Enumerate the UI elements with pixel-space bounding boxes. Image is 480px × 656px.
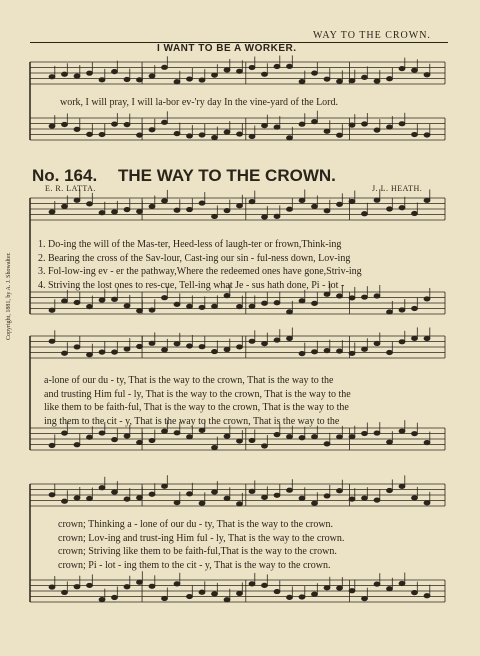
note-head bbox=[337, 349, 343, 353]
note-head bbox=[62, 431, 68, 435]
note-head bbox=[349, 123, 355, 127]
note-head bbox=[212, 135, 218, 139]
note-head bbox=[324, 494, 330, 498]
note-head bbox=[99, 132, 105, 136]
note-head bbox=[87, 132, 93, 136]
note-head bbox=[262, 495, 268, 499]
note-head bbox=[299, 122, 305, 126]
note-head bbox=[374, 128, 380, 132]
note-head bbox=[299, 351, 305, 355]
note-head bbox=[224, 598, 230, 602]
note-head bbox=[312, 204, 318, 208]
note-head bbox=[124, 347, 130, 351]
note-head bbox=[362, 212, 368, 216]
note-head bbox=[212, 490, 218, 494]
note-head bbox=[112, 350, 118, 354]
note-head bbox=[212, 445, 218, 449]
note-head bbox=[399, 484, 405, 488]
note-head bbox=[74, 345, 80, 349]
verse-line: crown; Lov-ing and trust-ing Him ful - ly, That is the way to the crown. bbox=[58, 532, 345, 544]
note-head bbox=[274, 338, 280, 342]
staff-treble-prev bbox=[30, 55, 445, 84]
note-head bbox=[74, 584, 80, 588]
note-head bbox=[274, 64, 280, 68]
note-head bbox=[274, 432, 280, 436]
note-head bbox=[399, 66, 405, 70]
note-head bbox=[199, 78, 205, 82]
note-head bbox=[187, 304, 193, 308]
note-head bbox=[337, 202, 343, 206]
note-head bbox=[237, 591, 243, 595]
note-head bbox=[49, 75, 55, 79]
note-head bbox=[124, 585, 130, 589]
note-head bbox=[274, 214, 280, 218]
note-head bbox=[412, 431, 418, 435]
note-head bbox=[262, 341, 268, 345]
verses-system-3 bbox=[58, 518, 344, 572]
note-head bbox=[49, 124, 55, 128]
note-head bbox=[312, 119, 318, 123]
note-head bbox=[162, 199, 168, 203]
verse-line: and trusting Him ful - ly, That is the way to the crown, That is the way to the bbox=[44, 388, 351, 400]
note-head bbox=[387, 350, 393, 354]
note-head bbox=[274, 125, 280, 129]
note-head bbox=[249, 582, 255, 586]
note-head bbox=[399, 308, 405, 312]
prev-hymn-lyric: work, I will pray, I will la-bor ev-'ry day In the vine-yard of the Lord. bbox=[60, 97, 339, 108]
note-head bbox=[349, 497, 355, 501]
note-head bbox=[137, 580, 143, 584]
note-head bbox=[399, 581, 405, 585]
note-head bbox=[274, 301, 280, 305]
prev-hymn-title: I WANT TO BE A WORKER. bbox=[157, 43, 297, 54]
note-head bbox=[87, 435, 93, 439]
note-head bbox=[149, 74, 155, 78]
note-head bbox=[424, 440, 430, 444]
note-head bbox=[112, 437, 118, 441]
note-head bbox=[149, 341, 155, 345]
note-head bbox=[337, 294, 343, 298]
note-head bbox=[312, 301, 318, 305]
note-head bbox=[149, 584, 155, 588]
note-head bbox=[362, 496, 368, 500]
note-head bbox=[412, 211, 418, 215]
note-head bbox=[137, 78, 143, 82]
note-head bbox=[249, 304, 255, 308]
note-head bbox=[412, 132, 418, 136]
note-head bbox=[87, 202, 93, 206]
note-head bbox=[399, 340, 405, 344]
staff-bass-3 bbox=[30, 571, 445, 602]
note-head bbox=[424, 133, 430, 137]
note-head bbox=[224, 496, 230, 500]
note-head bbox=[287, 595, 293, 599]
note-head bbox=[199, 201, 205, 205]
note-head bbox=[424, 336, 430, 340]
note-head bbox=[224, 434, 230, 438]
note-head bbox=[224, 68, 230, 72]
note-head bbox=[362, 75, 368, 79]
note-head bbox=[62, 72, 68, 76]
note-head bbox=[312, 592, 318, 596]
note-head bbox=[412, 496, 418, 500]
note-head bbox=[137, 344, 143, 348]
verse-line: a-lone of our du - ty, That is the way to the crown, That is the way to the bbox=[44, 375, 334, 386]
note-head bbox=[124, 304, 130, 308]
lyricist: E. R. LATTA. bbox=[45, 184, 96, 193]
note-head bbox=[249, 489, 255, 493]
note-head bbox=[387, 310, 393, 314]
note-head bbox=[287, 207, 293, 211]
verse-line: 1. Do-ing the will of the Mas-ter, Heed-less of laugh-ter or frown,Think-ing bbox=[38, 239, 342, 250]
note-head bbox=[149, 438, 155, 442]
note-head bbox=[112, 69, 118, 73]
hymn-number: No. 164. bbox=[32, 166, 98, 185]
note-head bbox=[324, 292, 330, 296]
note-head bbox=[349, 589, 355, 593]
note-head bbox=[162, 484, 168, 488]
note-head bbox=[49, 308, 55, 312]
note-head bbox=[362, 431, 368, 435]
note-head bbox=[412, 336, 418, 340]
note-head bbox=[149, 204, 155, 208]
note-head bbox=[62, 590, 68, 594]
note-head bbox=[337, 435, 343, 439]
note-head bbox=[237, 69, 243, 73]
note-head bbox=[174, 302, 180, 306]
note-head bbox=[287, 488, 293, 492]
note-head bbox=[137, 496, 143, 500]
note-head bbox=[387, 77, 393, 81]
note-head bbox=[249, 199, 255, 203]
note-head bbox=[324, 586, 330, 590]
note-head bbox=[149, 492, 155, 496]
note-head bbox=[374, 198, 380, 202]
note-head bbox=[162, 596, 168, 600]
note-head bbox=[49, 210, 55, 214]
note-head bbox=[199, 428, 205, 432]
verse-line: crown; Pi - lot - ing them to the cit - y, That is the way to the crown. bbox=[58, 559, 331, 571]
note-head bbox=[424, 198, 430, 202]
note-head bbox=[399, 206, 405, 210]
note-head bbox=[199, 305, 205, 309]
note-head bbox=[87, 496, 93, 500]
note-head bbox=[424, 73, 430, 77]
note-head bbox=[424, 594, 430, 598]
note-head bbox=[287, 336, 293, 340]
note-head bbox=[324, 129, 330, 133]
note-head bbox=[299, 436, 305, 440]
note-head bbox=[362, 596, 368, 600]
note-head bbox=[274, 589, 280, 593]
note-head bbox=[374, 582, 380, 586]
note-head bbox=[174, 342, 180, 346]
note-head bbox=[149, 308, 155, 312]
verse-line: like them to be faith-ful, That is the way to the crown, That is the way to the bbox=[44, 402, 349, 413]
note-head bbox=[374, 79, 380, 83]
note-head bbox=[249, 438, 255, 442]
note-head bbox=[287, 434, 293, 438]
note-head bbox=[137, 133, 143, 137]
note-head bbox=[424, 297, 430, 301]
note-head bbox=[324, 348, 330, 352]
verse-line: crown; Striving like them to be faith-ful,That is the way to the crown. bbox=[58, 546, 337, 557]
note-head bbox=[349, 435, 355, 439]
note-head bbox=[362, 295, 368, 299]
note-head bbox=[274, 493, 280, 497]
note-head bbox=[374, 294, 380, 298]
note-head bbox=[124, 497, 130, 501]
note-head bbox=[199, 133, 205, 137]
verse-line: ing them to the cit - y, That is the way to the crown, That is the way to the bbox=[44, 415, 340, 427]
note-head bbox=[124, 122, 130, 126]
note-head bbox=[287, 136, 293, 140]
note-head bbox=[87, 583, 93, 587]
note-head bbox=[249, 134, 255, 138]
note-head bbox=[174, 582, 180, 586]
note-head bbox=[174, 80, 180, 84]
verses-system-1 bbox=[38, 238, 362, 292]
note-head bbox=[87, 353, 93, 357]
note-head bbox=[62, 299, 68, 303]
verse-line: crown; Thinking a - lone of our du - ty, That is the way to the crown. bbox=[58, 519, 334, 530]
note-head bbox=[74, 443, 80, 447]
note-head bbox=[362, 347, 368, 351]
staff-treble-3 bbox=[30, 475, 445, 506]
note-head bbox=[99, 350, 105, 354]
note-head bbox=[412, 68, 418, 72]
note-head bbox=[374, 341, 380, 345]
note-head bbox=[387, 440, 393, 444]
note-head bbox=[312, 434, 318, 438]
note-head bbox=[187, 134, 193, 138]
note-head bbox=[262, 301, 268, 305]
note-head bbox=[112, 297, 118, 301]
note-head bbox=[212, 349, 218, 353]
note-head bbox=[99, 211, 105, 215]
note-head bbox=[124, 207, 130, 211]
verse-line: 4. Striving the lost ones to res-cue, Tell-ing what Je - sus hath done, Pi - lot - bbox=[38, 279, 345, 291]
note-head bbox=[324, 209, 330, 213]
note-head bbox=[299, 198, 305, 202]
note-head bbox=[74, 127, 80, 131]
note-head bbox=[74, 300, 80, 304]
note-head bbox=[99, 78, 105, 82]
note-head bbox=[399, 429, 405, 433]
note-head bbox=[124, 77, 130, 81]
note-head bbox=[312, 350, 318, 354]
note-head bbox=[112, 490, 118, 494]
note-head bbox=[349, 296, 355, 300]
note-head bbox=[212, 214, 218, 218]
note-head bbox=[299, 595, 305, 599]
note-head bbox=[62, 122, 68, 126]
note-head bbox=[212, 73, 218, 77]
note-head bbox=[199, 344, 205, 348]
note-head bbox=[237, 204, 243, 208]
note-head bbox=[349, 351, 355, 355]
note-head bbox=[262, 583, 268, 587]
note-head bbox=[262, 123, 268, 127]
note-head bbox=[424, 501, 430, 505]
note-head bbox=[387, 207, 393, 211]
note-head bbox=[299, 79, 305, 83]
note-head bbox=[87, 304, 93, 308]
note-head bbox=[412, 590, 418, 594]
note-head bbox=[174, 131, 180, 135]
note-head bbox=[362, 122, 368, 126]
note-head bbox=[299, 299, 305, 303]
note-head bbox=[174, 431, 180, 435]
note-head bbox=[287, 64, 293, 68]
copyright-notice: Copyright, 1881, by A. J. Showalter. bbox=[6, 252, 12, 340]
note-head bbox=[262, 444, 268, 448]
note-head bbox=[237, 502, 243, 506]
note-head bbox=[162, 429, 168, 433]
note-head bbox=[99, 431, 105, 435]
note-head bbox=[224, 130, 230, 134]
note-head bbox=[74, 496, 80, 500]
note-head bbox=[249, 339, 255, 343]
note-head bbox=[199, 501, 205, 505]
note-head bbox=[187, 207, 193, 211]
note-head bbox=[337, 133, 343, 137]
note-head bbox=[412, 306, 418, 310]
note-head bbox=[287, 310, 293, 314]
note-head bbox=[62, 499, 68, 503]
hymn-title: THE WAY TO THE CROWN. bbox=[118, 166, 336, 185]
note-head bbox=[149, 128, 155, 132]
note-head bbox=[237, 132, 243, 136]
note-head bbox=[212, 304, 218, 308]
note-head bbox=[99, 486, 105, 490]
note-head bbox=[187, 435, 193, 439]
note-head bbox=[349, 199, 355, 203]
note-head bbox=[137, 309, 143, 313]
note-head bbox=[399, 122, 405, 126]
note-head bbox=[174, 500, 180, 504]
note-head bbox=[224, 208, 230, 212]
note-head bbox=[337, 79, 343, 83]
note-head bbox=[74, 74, 80, 78]
note-head bbox=[162, 65, 168, 69]
note-head bbox=[249, 65, 255, 69]
staff-treble-2 bbox=[30, 327, 445, 358]
running-head: WAY TO THE CROWN. bbox=[313, 30, 431, 41]
note-head bbox=[387, 125, 393, 129]
note-head bbox=[324, 77, 330, 81]
note-head bbox=[187, 77, 193, 81]
note-head bbox=[62, 204, 68, 208]
staff-bass-prev bbox=[30, 111, 445, 140]
note-head bbox=[187, 594, 193, 598]
note-head bbox=[137, 209, 143, 213]
note-head bbox=[49, 339, 55, 343]
note-head bbox=[262, 215, 268, 219]
note-head bbox=[137, 440, 143, 444]
note-head bbox=[112, 122, 118, 126]
note-head bbox=[49, 443, 55, 447]
composer: J. L. HEATH. bbox=[372, 184, 423, 193]
verse-line: 3. Fol-low-ing ev - er the pathway,Where the redeemed ones have gone,Striv-ing bbox=[38, 266, 362, 277]
note-head bbox=[262, 72, 268, 76]
note-head bbox=[337, 489, 343, 493]
note-head bbox=[324, 442, 330, 446]
note-head bbox=[49, 493, 55, 497]
verses-system-2 bbox=[44, 374, 351, 428]
note-head bbox=[237, 439, 243, 443]
note-head bbox=[387, 488, 393, 492]
note-head bbox=[224, 293, 230, 297]
note-head bbox=[237, 345, 243, 349]
note-head bbox=[62, 351, 68, 355]
note-head bbox=[374, 431, 380, 435]
note-head bbox=[312, 71, 318, 75]
note-head bbox=[387, 587, 393, 591]
note-head bbox=[112, 595, 118, 599]
note-head bbox=[337, 586, 343, 590]
note-head bbox=[349, 79, 355, 83]
note-head bbox=[174, 208, 180, 212]
note-head bbox=[212, 592, 218, 596]
note-head bbox=[99, 298, 105, 302]
note-head bbox=[237, 304, 243, 308]
staff-treble-1 bbox=[30, 189, 445, 220]
note-head bbox=[299, 496, 305, 500]
note-head bbox=[74, 198, 80, 202]
verse-line: 2. Bearing the cross of the Sav-lour, Cast-ing our sin - ful-ness down, Lov-ing bbox=[38, 252, 351, 264]
note-head bbox=[124, 434, 130, 438]
note-head bbox=[162, 295, 168, 299]
note-head bbox=[162, 120, 168, 124]
note-head bbox=[112, 210, 118, 214]
note-head bbox=[99, 597, 105, 601]
note-head bbox=[312, 501, 318, 505]
note-head bbox=[87, 71, 93, 75]
note-head bbox=[224, 347, 230, 351]
note-head bbox=[187, 344, 193, 348]
note-head bbox=[49, 585, 55, 589]
note-head bbox=[199, 590, 205, 594]
note-head bbox=[374, 498, 380, 502]
note-head bbox=[187, 492, 193, 496]
note-head bbox=[162, 348, 168, 352]
